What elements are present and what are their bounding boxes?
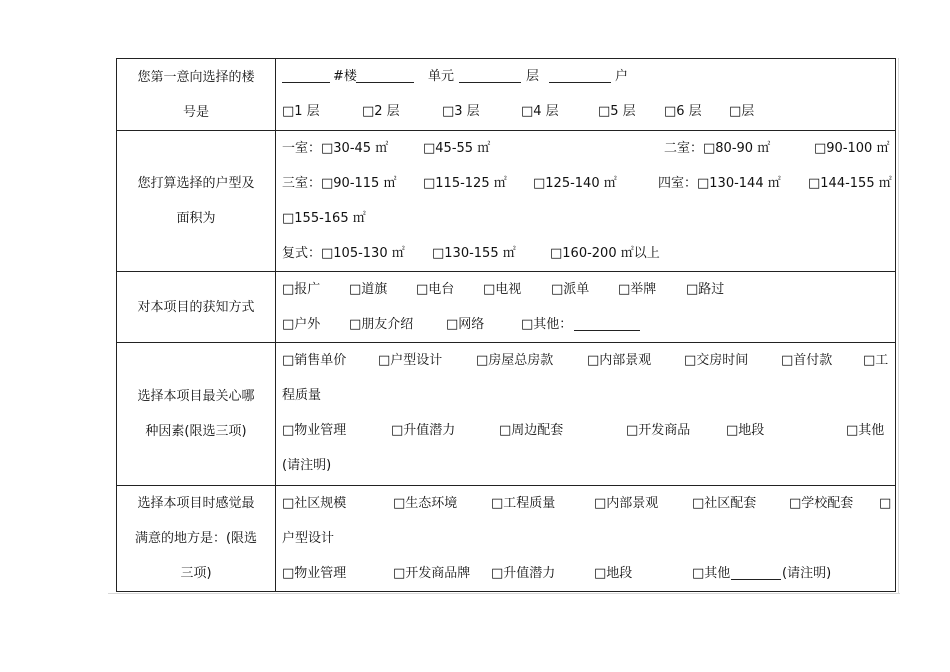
checkbox-option[interactable]: □朋友介绍 <box>349 317 414 332</box>
options-line <box>276 448 895 483</box>
checkbox-option[interactable]: □内部景观 <box>594 496 659 511</box>
survey-table-body <box>117 59 896 592</box>
question-line: 选择本项目最关心哪 <box>137 389 255 404</box>
checkbox-option[interactable]: □网络 <box>446 317 485 332</box>
checkbox-option[interactable]: □房屋总房款 <box>476 353 554 368</box>
question-line: 满意的地方是：(限选 <box>134 530 258 546</box>
survey-table <box>116 58 896 592</box>
fill-in-blank[interactable] <box>549 68 611 83</box>
checkbox-option[interactable]: □升值潜力 <box>391 423 456 438</box>
question-line: 您第一意向选择的楼 <box>137 69 255 85</box>
checkbox-option[interactable]: □交房时间 <box>684 353 749 368</box>
checkbox-option[interactable]: □其他： <box>521 317 573 332</box>
option-label: 程质量 <box>282 388 322 403</box>
question-text <box>117 272 275 342</box>
options-line <box>276 131 895 166</box>
options-line <box>276 272 895 307</box>
question-cell <box>117 272 276 343</box>
checkbox-option[interactable]: 四室：□130-144 ㎡ <box>658 176 781 191</box>
checkbox-option[interactable]: □地段 <box>726 423 765 438</box>
checkbox-option[interactable]: □周边配套 <box>499 423 564 438</box>
question-cell <box>117 131 276 272</box>
question-line: 对本项目的获知方式 <box>137 299 255 315</box>
checkbox-option[interactable]: □销售单价 <box>282 353 347 368</box>
checkbox-option[interactable]: 复式：□105-130 ㎡ <box>282 246 405 261</box>
checkbox-option[interactable]: 一室：□30-45 ㎡ <box>282 141 389 156</box>
options-line <box>276 236 895 271</box>
checkbox-option[interactable]: □物业管理 <box>282 566 347 581</box>
options-line <box>276 521 895 556</box>
options-line <box>276 486 895 521</box>
checkbox-option[interactable]: □户型设计 <box>378 353 443 368</box>
question-line: 您打算选择的户型及 <box>137 176 255 191</box>
checkbox-option[interactable]: □125-140 ㎡ <box>533 176 617 191</box>
checkbox-option[interactable]: □155-165 ㎡ <box>282 211 366 226</box>
checkbox-option[interactable]: 三室：□90-115 ㎡ <box>282 176 397 191</box>
options-line <box>276 201 895 236</box>
checkbox-option[interactable]: □派单 <box>551 282 590 297</box>
checkbox-option[interactable]: □社区配套 <box>692 496 757 511</box>
question-line: 种因素(限选三项) <box>145 424 247 439</box>
checkbox-option[interactable]: □举牌 <box>618 282 657 297</box>
question-cell <box>117 59 276 131</box>
option-label: #楼 <box>333 69 357 84</box>
option-label: 户型设计 <box>282 531 335 546</box>
question-line: 号是 <box>182 104 209 120</box>
question-cell <box>117 486 276 592</box>
checkbox-option[interactable]: □户外 <box>282 317 321 332</box>
checkbox-option[interactable]: □升值潜力 <box>491 566 556 581</box>
question-line: 面积为 <box>176 211 216 226</box>
survey-row <box>117 486 896 592</box>
checkbox-option[interactable]: □130-155 ㎡ <box>432 246 516 261</box>
checkbox-option[interactable]: □社区规模 <box>282 496 347 511</box>
option-label: 单元 <box>428 69 455 84</box>
checkbox-option[interactable]: □4 层 <box>521 104 559 119</box>
fill-in-blank[interactable] <box>459 68 521 83</box>
options-line <box>276 413 895 448</box>
options-line <box>276 378 895 413</box>
question-cell <box>117 343 276 486</box>
checkbox-option[interactable]: □道旗 <box>349 282 388 297</box>
checkbox-option[interactable]: □6 层 <box>664 104 702 119</box>
survey-row <box>117 59 896 131</box>
checkbox-option[interactable]: □1 层 <box>282 104 320 119</box>
option-label: (请注明) <box>282 458 332 473</box>
checkbox-option[interactable]: □工 <box>863 353 889 368</box>
checkbox-option[interactable]: □首付款 <box>781 353 833 368</box>
checkbox-option[interactable]: □内部景观 <box>587 353 652 368</box>
question-line: 选择本项目时感觉最 <box>137 495 255 511</box>
options-line <box>276 166 895 201</box>
question-text <box>117 343 275 485</box>
options-line <box>276 343 895 378</box>
checkbox-option[interactable]: □工程质量 <box>491 496 556 511</box>
options-cell <box>276 343 896 486</box>
options-line <box>276 59 895 94</box>
question-text <box>117 59 275 130</box>
checkbox-option[interactable]: □报广 <box>282 282 321 297</box>
options-line <box>276 307 895 342</box>
question-text <box>117 486 275 590</box>
page-edge-bottom <box>108 593 900 594</box>
checkbox-option[interactable]: □层 <box>729 104 755 119</box>
options-line <box>276 94 895 129</box>
checkbox-option[interactable]: □45-55 ㎡ <box>423 141 491 156</box>
survey-row <box>117 343 896 486</box>
fill-in-blank[interactable] <box>731 565 781 580</box>
fill-in-blank[interactable] <box>282 68 330 83</box>
question-text <box>117 131 275 271</box>
checkbox-option[interactable]: □5 层 <box>598 104 636 119</box>
survey-row <box>117 272 896 343</box>
checkbox-option[interactable]: □其他 <box>692 566 731 581</box>
options-cell <box>276 272 896 343</box>
checkbox-option[interactable]: □144-155 ㎡ <box>808 176 892 191</box>
fill-in-blank[interactable] <box>574 316 640 331</box>
checkbox-option[interactable]: □物业管理 <box>282 423 347 438</box>
checkbox-option[interactable]: □地段 <box>594 566 633 581</box>
option-label: 户 <box>615 69 629 84</box>
checkbox-option[interactable]: □3 层 <box>442 104 480 119</box>
checkbox-option[interactable]: □ <box>879 496 892 511</box>
options-line <box>276 556 895 591</box>
checkbox-option[interactable]: □学校配套 <box>789 496 854 511</box>
checkbox-option[interactable]: □电台 <box>416 282 455 297</box>
options-cell <box>276 59 896 131</box>
checkbox-option[interactable]: 二室：□80-90 ㎡ <box>664 141 771 156</box>
checkbox-option[interactable]: □电视 <box>483 282 522 297</box>
question-line: 三项) <box>180 565 212 581</box>
checkbox-option[interactable]: □生态环境 <box>393 496 458 511</box>
checkbox-option[interactable]: □2 层 <box>362 104 400 119</box>
option-label: 层 <box>526 69 540 84</box>
option-label: (请注明) <box>782 566 832 581</box>
checkbox-option[interactable]: □开发商品 <box>626 423 691 438</box>
fill-in-blank[interactable] <box>356 68 414 83</box>
checkbox-option[interactable]: □90-100 ㎡ <box>814 141 890 156</box>
checkbox-option[interactable]: □160-200 ㎡以上 <box>550 246 660 261</box>
page-edge-right <box>898 58 899 594</box>
checkbox-option[interactable]: □其他 <box>846 423 885 438</box>
options-cell <box>276 486 896 592</box>
checkbox-option[interactable]: □115-125 ㎡ <box>423 176 507 191</box>
survey-row <box>117 131 896 272</box>
options-cell <box>276 131 896 272</box>
checkbox-option[interactable]: □开发商品牌 <box>393 566 471 581</box>
checkbox-option[interactable]: □路过 <box>686 282 725 297</box>
